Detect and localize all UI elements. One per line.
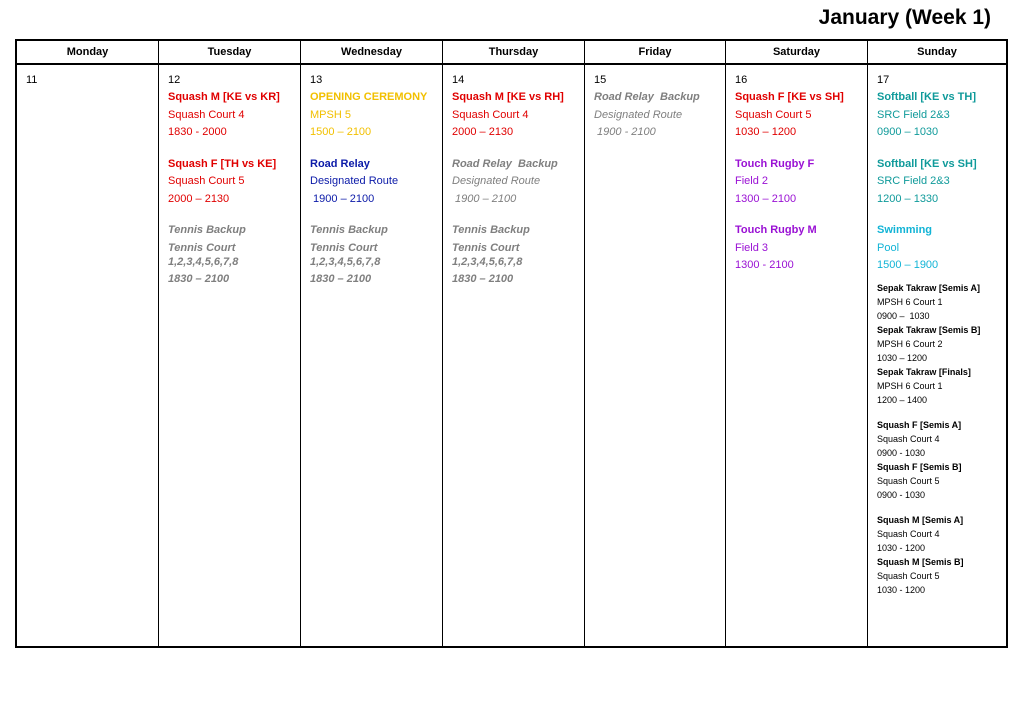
event-venue: Squash Court 5 bbox=[877, 475, 940, 486]
day-header: Saturday bbox=[726, 41, 867, 65]
event-venue: Designated Route bbox=[310, 175, 399, 187]
event-title: Squash M [KE vs KR] bbox=[168, 91, 280, 103]
event-time: 1900 – 2100 bbox=[452, 192, 517, 205]
day-column-thursday bbox=[443, 41, 585, 646]
event-title: Road Relay Backup bbox=[594, 91, 700, 103]
event-title: Road Relay bbox=[310, 157, 370, 170]
event-time: 1200 – 1330 bbox=[877, 192, 939, 205]
event-title: Road Relay Backup bbox=[452, 157, 558, 170]
event-time: 2000 – 2130 bbox=[452, 126, 514, 138]
day-header: Wednesday bbox=[301, 41, 442, 65]
event-time: 1200 – 1400 bbox=[877, 394, 928, 405]
day-date: 15 bbox=[594, 74, 607, 86]
event-venue: SRC Field 2&3 bbox=[877, 108, 950, 121]
event-time: 1300 – 2100 bbox=[735, 192, 797, 205]
event-time: 1830 – 2100 bbox=[310, 273, 372, 285]
event-title: OPENING CEREMONY bbox=[310, 91, 428, 103]
page-title: January (Week 1) bbox=[818, 6, 991, 29]
event-venue: MPSH 6 Court 1 bbox=[877, 380, 943, 391]
event-time: 1030 – 1200 bbox=[877, 352, 928, 363]
day-header: Tuesday bbox=[159, 41, 300, 65]
event-time: 0900 – 1030 bbox=[877, 310, 930, 321]
event-courts: 1,2,3,4,5,6,7,8 bbox=[452, 255, 523, 268]
event-title: Squash M [KE vs RH] bbox=[452, 91, 564, 103]
day-column-saturday bbox=[726, 41, 868, 646]
event-venue: Squash Court 5 bbox=[735, 108, 812, 121]
event-venue: Squash Court 5 bbox=[168, 175, 245, 187]
event-venue: Field 3 bbox=[735, 241, 769, 254]
event-title: Tennis Backup bbox=[168, 224, 246, 236]
event-venue: Tennis Court bbox=[168, 241, 236, 254]
day-header: Sunday bbox=[868, 41, 1006, 65]
event-venue: MPSH 6 Court 2 bbox=[877, 338, 943, 349]
event-time: 1830 - 2000 bbox=[168, 126, 227, 138]
day-column-tuesday bbox=[159, 41, 301, 646]
event-venue: Designated Route bbox=[594, 108, 683, 121]
event-venue: SRC Field 2&3 bbox=[877, 175, 950, 187]
event-venue: MPSH 5 bbox=[310, 108, 351, 121]
event-venue: Squash Court 4 bbox=[877, 528, 940, 539]
event-time: 0900 - 1030 bbox=[877, 447, 926, 458]
day-column-sunday bbox=[868, 41, 1006, 646]
event-title: Sepak Takraw [Finals] bbox=[877, 366, 971, 377]
event-venue: Pool bbox=[877, 241, 900, 254]
event-venue: Squash Court 4 bbox=[168, 108, 245, 121]
day-date: 14 bbox=[452, 74, 465, 86]
event-time: 1830 – 2100 bbox=[452, 273, 514, 285]
event-title: Squash F [Semis A] bbox=[877, 419, 962, 430]
event-venue: Designated Route bbox=[452, 175, 541, 187]
day-column-monday bbox=[17, 41, 159, 646]
event-title: Squash F [KE vs SH] bbox=[735, 91, 844, 103]
event-title: Tennis Backup bbox=[310, 224, 388, 236]
event-time: 0900 - 1030 bbox=[877, 489, 926, 500]
event-title: Softball [KE vs TH] bbox=[877, 91, 977, 103]
event-time: 2000 – 2130 bbox=[168, 192, 230, 205]
event-time: 0900 – 1030 bbox=[877, 126, 939, 138]
event-title: Squash M [Semis A] bbox=[877, 514, 964, 525]
day-column-wednesday bbox=[301, 41, 443, 646]
event-title: Swimming bbox=[877, 224, 933, 236]
day-date: 17 bbox=[877, 74, 890, 86]
event-title: Softball [KE vs SH] bbox=[877, 157, 977, 170]
event-venue: Squash Court 4 bbox=[877, 433, 940, 444]
event-title: Tennis Backup bbox=[452, 224, 530, 236]
event-time: 1900 - 2100 bbox=[594, 126, 656, 138]
day-date: 16 bbox=[735, 74, 748, 86]
day-header: Monday bbox=[17, 41, 158, 65]
event-title: Sepak Takraw [Semis B] bbox=[877, 324, 981, 335]
event-title: Touch Rugby F bbox=[735, 157, 815, 170]
event-time: 1300 - 2100 bbox=[735, 259, 794, 271]
day-header: Friday bbox=[585, 41, 725, 65]
week-calendar-table bbox=[15, 39, 1008, 648]
event-time: 1030 – 1200 bbox=[735, 126, 797, 138]
event-title: Touch Rugby M bbox=[735, 224, 817, 236]
day-date: 13 bbox=[310, 74, 323, 86]
day-header: Thursday bbox=[443, 41, 584, 65]
event-venue: Tennis Court bbox=[452, 241, 520, 254]
event-courts: 1,2,3,4,5,6,7,8 bbox=[168, 255, 239, 268]
event-venue: Squash Court 4 bbox=[452, 108, 529, 121]
event-time: 1500 – 2100 bbox=[310, 126, 372, 138]
day-column-friday bbox=[585, 41, 726, 646]
day-date: 11 bbox=[26, 74, 38, 86]
day-date: 12 bbox=[168, 74, 181, 86]
event-venue: MPSH 6 Court 1 bbox=[877, 296, 943, 307]
event-time: 1500 – 1900 bbox=[877, 259, 939, 271]
event-courts: 1,2,3,4,5,6,7,8 bbox=[310, 255, 381, 268]
event-time: 1030 - 1200 bbox=[877, 584, 926, 595]
event-venue: Tennis Court bbox=[310, 241, 378, 254]
event-time: 1830 – 2100 bbox=[168, 273, 230, 285]
event-time: 1030 - 1200 bbox=[877, 542, 926, 553]
event-venue: Squash Court 5 bbox=[877, 570, 940, 581]
event-title: Squash F [TH vs KE] bbox=[168, 157, 277, 170]
event-title: Squash M [Semis B] bbox=[877, 556, 964, 567]
event-time: 1900 – 2100 bbox=[310, 192, 375, 205]
event-venue: Field 2 bbox=[735, 175, 769, 187]
event-title: Sepak Takraw [Semis A] bbox=[877, 282, 981, 293]
event-title: Squash F [Semis B] bbox=[877, 461, 962, 472]
